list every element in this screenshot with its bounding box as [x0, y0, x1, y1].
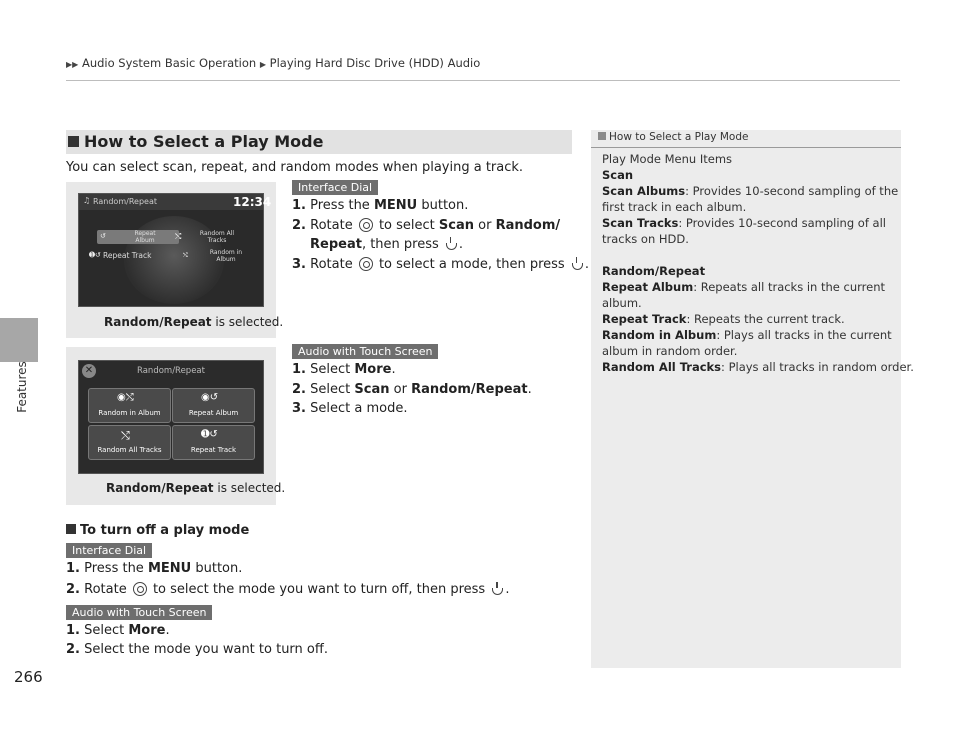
- shuffle-album-icon: ◉⤭: [117, 392, 134, 403]
- side-tab-label: Features: [14, 361, 29, 413]
- push-dial-icon: [445, 237, 457, 250]
- note-line: Repeat Album: Repeats all tracks in the current: [602, 280, 886, 294]
- repeat-icon: ↺: [100, 232, 106, 240]
- touch-step-3: 3. Select a mode.: [292, 401, 408, 416]
- note-line: Repeat Track: Repeats the current track.: [602, 312, 845, 326]
- dial-step-1: 1. Press the MENU button.: [292, 198, 469, 213]
- note-line: album.: [602, 296, 642, 310]
- square-bullet-icon: [68, 136, 79, 147]
- touch-step-1: 1. Select More.: [292, 362, 396, 377]
- note-marker-icon: [598, 132, 606, 140]
- note-line: Random in Album: Plays all tracks in the current: [602, 328, 892, 342]
- dial-step-2-cont: Repeat, then press .: [310, 237, 464, 252]
- side-tab-marker: [0, 318, 38, 362]
- repeat-album-icon: ◉↺: [201, 392, 219, 403]
- touch-screen-tag: Audio with Touch Screen: [292, 344, 438, 359]
- music-note-icon: ♫: [83, 196, 91, 205]
- repeat-one-icon: ➊↺: [89, 251, 101, 259]
- note-line: Play Mode Menu Items: [602, 152, 733, 166]
- section-title: How to Select a Play Mode: [84, 132, 324, 151]
- square-bullet-icon: [66, 524, 76, 534]
- note-line: Scan Albums: Provides 10-second sampling of the: [602, 184, 899, 198]
- btn-random-in-album[interactable]: [88, 388, 171, 423]
- item-repeat-track[interactable]: Repeat Track: [103, 251, 152, 260]
- item-random-album[interactable]: Random in Album: [209, 249, 243, 263]
- interface-dial-icon: [359, 218, 373, 232]
- dial-step-3: 3. Rotate to select a mode, then press .: [292, 257, 589, 272]
- breadcrumb-part-2[interactable]: Playing Hard Disc Drive (HDD) Audio: [269, 56, 481, 70]
- note-line: Scan Tracks: Provides 10-second sampling of all: [602, 216, 886, 230]
- note-line: tracks on HDD.: [602, 232, 689, 246]
- touch-step-2: 2. Select Scan or Random/Repeat.: [292, 382, 532, 397]
- item-repeat-album[interactable]: Repeat Album: [134, 230, 156, 244]
- note-line: album in random order.: [602, 344, 738, 358]
- note-rule: [591, 147, 901, 148]
- push-dial-icon: [491, 582, 503, 595]
- section-title-bar: [66, 130, 572, 154]
- note-line: Scan: [602, 168, 634, 182]
- header-rule: [66, 80, 900, 81]
- shuffle-album-icon: ⤭: [183, 252, 188, 259]
- interface-dial-icon: [133, 582, 147, 596]
- breadcrumb: [66, 56, 480, 70]
- shuffle-icon: ⤭: [175, 232, 182, 241]
- screen-header-title: Random/Repeat: [137, 366, 205, 376]
- note-line: Random All Tracks: Plays all tracks in random order.: [602, 360, 914, 374]
- dial-step-2: 2. Rotate to select Scan or Random/: [292, 218, 561, 233]
- close-icon[interactable]: ✕: [82, 364, 96, 378]
- btn-label: Repeat Album: [188, 409, 239, 417]
- turn-off-dial-step-2: 2. Rotate to select the mode you want to turn off, then press .: [66, 582, 510, 597]
- item-random-all[interactable]: Random All Tracks: [199, 230, 235, 244]
- section-intro: You can select scan, repeat, and random modes when playing a track.: [66, 160, 524, 175]
- breadcrumb-arrow-icon: ▶▶: [66, 60, 79, 69]
- btn-label: Random in Album: [98, 409, 161, 417]
- shuffle-icon: ⤭: [121, 429, 130, 442]
- turn-off-touch-step-1: 1. Select More.: [66, 623, 170, 638]
- btn-label: Repeat Track: [190, 446, 237, 454]
- note-title: How to Select a Play Mode: [598, 131, 748, 143]
- turn-off-dial-step-1: 1. Press the MENU button.: [66, 561, 243, 576]
- screen-clock: 12:34: [233, 195, 272, 209]
- turn-off-heading: To turn off a play mode: [66, 523, 249, 538]
- figure-2-caption: Random/Repeat is selected.: [106, 481, 286, 495]
- interface-dial-icon: [359, 257, 373, 271]
- note-line: Random/Repeat: [602, 264, 706, 278]
- touch-screen-tag: Audio with Touch Screen: [66, 605, 212, 620]
- figure-1-caption: Random/Repeat is selected.: [104, 315, 284, 329]
- btn-label: Random All Tracks: [97, 446, 162, 454]
- note-line: first track in each album.: [602, 200, 747, 214]
- breadcrumb-part-1[interactable]: Audio System Basic Operation: [81, 56, 257, 70]
- page-number: 266: [14, 668, 43, 686]
- btn-repeat-track[interactable]: [172, 425, 255, 460]
- interface-dial-tag: Interface Dial: [66, 543, 152, 558]
- figure-2-screen: [78, 360, 264, 474]
- breadcrumb-arrow-icon: ▶: [259, 60, 266, 69]
- btn-random-all-tracks[interactable]: [88, 425, 171, 460]
- btn-repeat-album[interactable]: [172, 388, 255, 423]
- interface-dial-tag: Interface Dial: [292, 180, 378, 195]
- push-dial-icon: [571, 257, 583, 270]
- repeat-one-icon: ➊↺: [201, 429, 218, 440]
- turn-off-touch-step-2: 2. Select the mode you want to turn off.: [66, 642, 328, 657]
- screen-header-title: Random/Repeat: [93, 197, 157, 206]
- figure-1-screen: [78, 193, 272, 307]
